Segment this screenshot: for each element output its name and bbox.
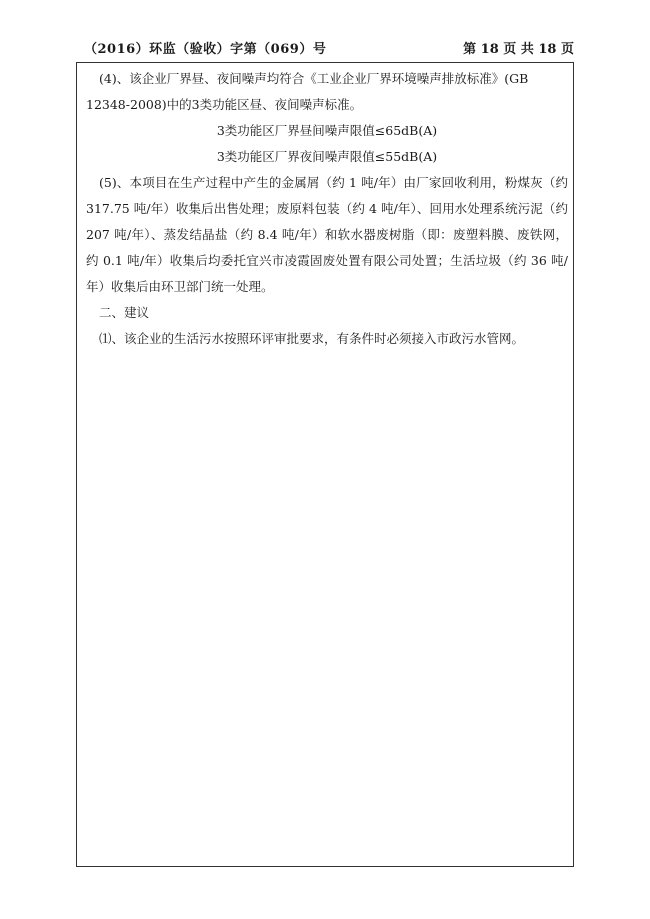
item-4-line-1: (4)、该企业厂界昼、夜间噪声均符合《工业企业厂界环境噪声排放标准》(GB [99,71,529,86]
page-current: 18 [480,42,499,57]
item-4-line-2: 12348-2008)中的3类功能区昼、夜间噪声标准。 [86,97,363,112]
section-2-title: 二、建议 [99,305,150,320]
noise-limit-day: 3类功能区厂界昼间噪声限值≤65dB(A) [216,123,438,138]
page-indicator [463,38,574,57]
item-5-paragraph: (5)、本项目在生产过程中产生的金属屑（约 1 吨/年）由厂家回收利用，粉煤灰（约 317.75 吨/年）收集后出售处理；废原料包装（约 4 吨/年）、回用水处理系统污泥（约 207 吨/年）、蒸发结晶盐（约 8.4 吨/年）和软水器废树脂（即：废塑料膜、废铁网，约 0.1 吨/年）收集后均委托宜兴市凌霞固废处置有限公司处置；生活垃圾（约 36 吨/年）收集后由环卫部门统一处理。 [86,175,568,294]
page-prefix: 第 [463,42,477,57]
noise-limit-night: 3类功能区厂界夜间噪声限值≤55dB(A) [216,149,438,164]
page-header [84,32,574,58]
page-suffix: 页 [560,42,574,57]
page-middle: 页 共 [503,42,534,57]
page-total: 18 [538,42,557,57]
document-body [86,66,568,352]
suggestion-1: ⑴、该企业的生活污水按照环评审批要求，有条件时必须接入市政污水管网。 [99,331,525,346]
document-number: （2016）环监（验收）字第（069）号 [84,42,327,57]
